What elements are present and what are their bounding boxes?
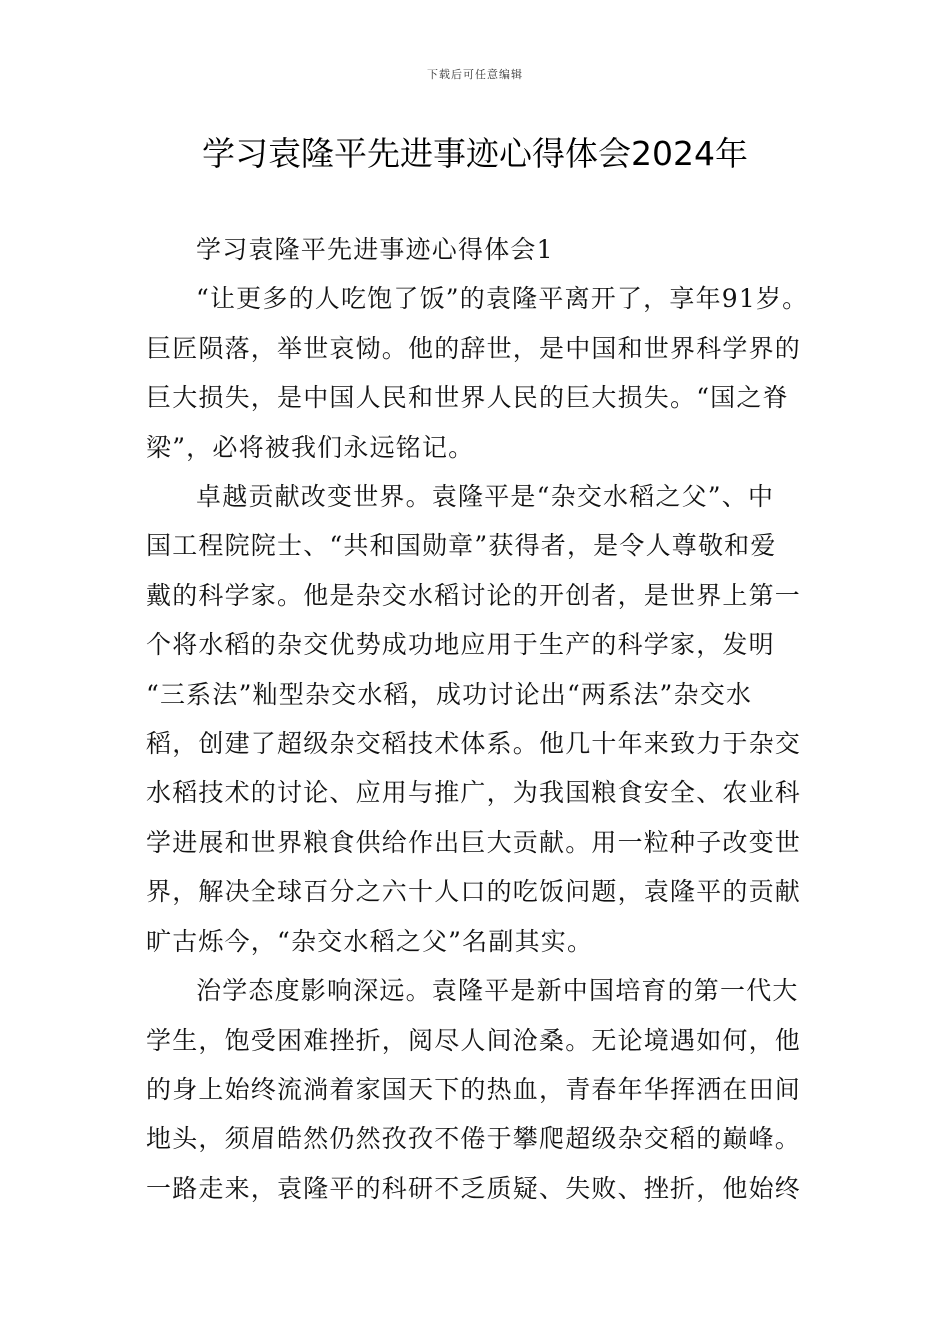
document-title: 学习袁隆平先进事迹心得体会2024年 bbox=[202, 134, 748, 173]
document-body bbox=[146, 225, 818, 1213]
paragraph: 治学态度影响深远。袁隆平是新中国培育的第一代大 学生，饱受困难挫折，阅尽人间沧桑。无论境遇如何，他 的身上始终流淌着家国天下的热血，青春年华挥洒在田间 地头，须眉皓然仍然孜孜不倦于攀爬超级杂交稻的巅峰。 一路走来，袁隆平的科研不乏质疑、失败、挫折，他始终 bbox=[146, 976, 802, 1203]
paragraph-subtitle: 学习袁隆平先进事迹心得体会1 bbox=[196, 235, 554, 264]
paragraph: “让更多的人吃饱了饭”的袁隆平离开了，享年91岁。 巨匠陨落，举世哀恸。他的辞世，是中国和世界科学界的 巨大损失，是中国人民和世界人民的巨大损失。“国之脊 梁”，必将被我们永远铭记。 bbox=[146, 284, 809, 462]
header-note: 下载后可任意编辑 bbox=[427, 68, 523, 81]
paragraph: 卓越贡献改变世界。袁隆平是“杂交水稻之父”、中 国工程院院士、“共和国勋章”获得者，是令人尊敬和爱 戴的科学家。他是杂交水稻讨论的开创者，是世界上第一 个将水稻的杂交优势成功地应用于生产的科学家，发明 “三系法”籼型杂交水稻，成功讨论出“两系法”杂交水 稻，创建了超级杂交稻技术体系。他几十年来致力于杂交 水稻技术的讨论、应用与推广，为我国粮食安全、农业科 学进展和世界粮食供给作出巨大贡献。用一粒种子改变世 界，解决全球百分之六十人口的吃饭问题，袁隆平的贡献 旷古烁今，“杂交水稻之父”名副其实。 bbox=[146, 482, 802, 956]
